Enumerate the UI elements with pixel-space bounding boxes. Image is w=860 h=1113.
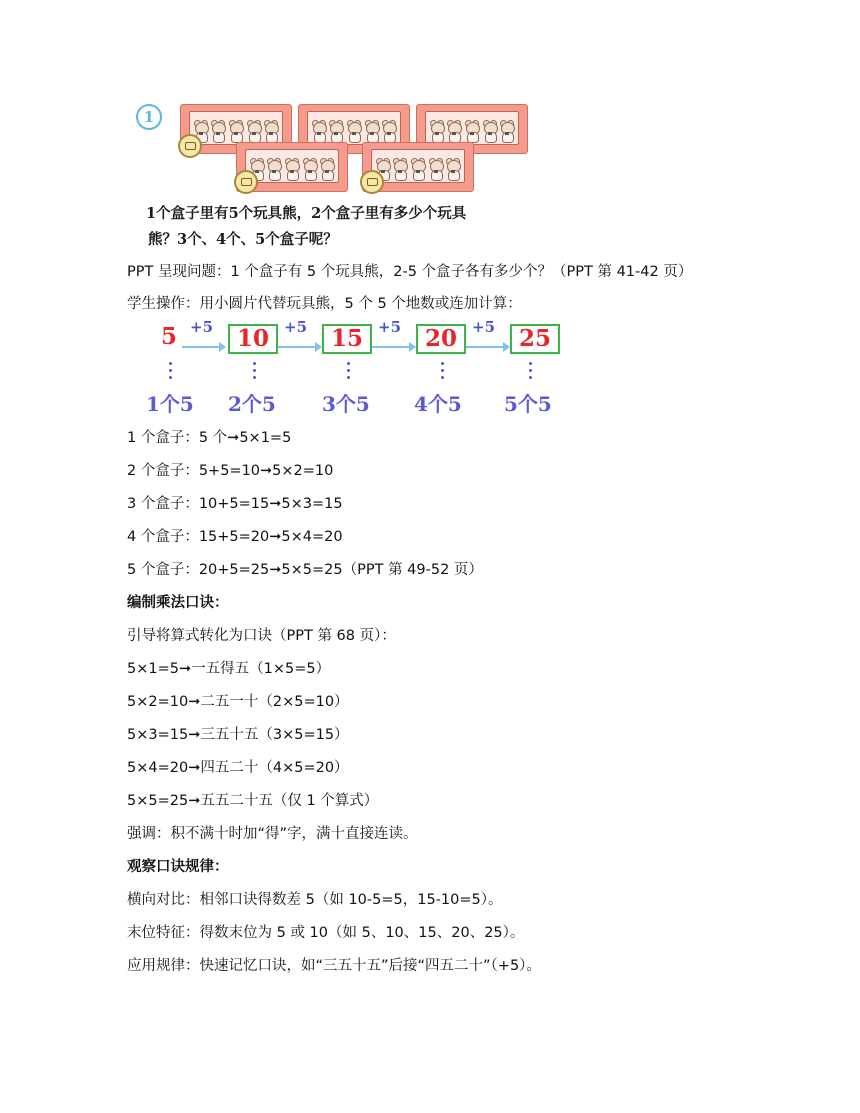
dotted-connector [439, 362, 445, 382]
box-equation-line: 2 个盒子：5+5=10➞5×2=10 [127, 463, 334, 479]
bear-icon [430, 120, 444, 142]
bear-icon [320, 158, 334, 180]
bear-icon [365, 120, 379, 142]
bear-icon [483, 120, 497, 142]
skip-counting-diagram [146, 318, 570, 418]
group-label: 4个5 [414, 392, 462, 416]
bear-icon [312, 120, 326, 142]
dotted-connector [527, 362, 533, 382]
emphasis-line: 强调：积不满十时加“得”字，满十直接连读。 [127, 826, 418, 842]
diagram-node-box: 15 [322, 324, 372, 354]
rhyme-line: 5×2=10➞二五一十（2×5=10） [127, 694, 349, 710]
bear-icon [382, 120, 396, 142]
box-window [371, 149, 465, 183]
coin-icon [360, 170, 384, 194]
diagram-node-box: 10 [228, 324, 278, 354]
bear-icon [211, 120, 225, 142]
problem-number-badge: 1 [136, 104, 162, 130]
bear-icon [347, 120, 361, 142]
pattern-line: 横向对比：相邻口诀得数差 5（如 10-5=5，15-10=5）。 [127, 892, 503, 908]
box-window [245, 149, 339, 183]
box-equation-line: 1 个盒子：5 个➞5×1=5 [127, 430, 292, 446]
diagram-node-box: 25 [510, 324, 560, 354]
rhyme-line: 5×5=25➞五五二十五（仅 1 个算式） [127, 793, 379, 809]
box-window [307, 111, 401, 145]
diagram-step-label: +5 [190, 318, 214, 336]
bear-icon [500, 120, 514, 142]
bear-icon [229, 120, 243, 142]
diagram-node-box: 20 [416, 324, 466, 354]
diagram-step-label: +5 [472, 318, 496, 336]
bear-icon [393, 158, 407, 180]
bear-icon [329, 120, 343, 142]
dotted-connector [167, 362, 173, 382]
dotted-connector [251, 362, 257, 382]
illustration-caption-line2: 熊？3个、4个、5个盒子呢？ [148, 231, 338, 248]
arrow-right-icon [466, 346, 508, 348]
toy-bear-boxes-illustration [130, 98, 540, 250]
bear-icon [247, 120, 261, 142]
bear-icon [465, 120, 479, 142]
diagram-step-label: +5 [284, 318, 308, 336]
dotted-connector [345, 362, 351, 382]
group-label: 1个5 [146, 392, 194, 416]
group-label: 2个5 [228, 392, 276, 416]
pattern-line: 末位特征：得数末位为 5 或 10（如 5、10、15、20、25）。 [127, 925, 525, 941]
ppt-question-line: PPT 呈现问题：1 个盒子有 5 个玩具熊，2-5 个盒子各有多少个？（PPT 第 41-42 页） [127, 264, 693, 280]
group-label: 5个5 [504, 392, 552, 416]
bear-icon [446, 158, 460, 180]
rhyme-line: 5×1=5➞一五得五（1×5=5） [127, 661, 331, 677]
section-heading-observe-patterns: 观察口诀规律： [127, 859, 229, 875]
bear-icon [429, 158, 443, 180]
rhyme-line: 5×3=15➞三五十五（3×5=15） [127, 727, 349, 743]
bear-icon [267, 158, 281, 180]
bear-icon [285, 158, 299, 180]
diagram-node-start: 5 [160, 323, 177, 350]
arrow-right-icon [372, 346, 414, 348]
coin-icon [234, 170, 258, 194]
box-equation-line: 4 个盒子：15+5=20➞5×4=20 [127, 529, 343, 545]
bear-icon [303, 158, 317, 180]
box-equation-line: 5 个盒子：20+5=25➞5×5=25（PPT 第 49-52 页） [127, 562, 483, 578]
pattern-line: 应用规律：快速记忆口诀，如“三五十五”后接“四五二十”（+5）。 [127, 958, 541, 974]
section-heading-compose-rhymes: 编制乘法口诀： [127, 595, 229, 611]
arrow-right-icon [182, 346, 224, 348]
bear-icon [447, 120, 461, 142]
section-intro: 引导将算式转化为口诀（PPT 第 68 页）： [127, 628, 396, 644]
box-equation-line: 3 个盒子：10+5=15➞5×3=15 [127, 496, 343, 512]
bear-icon [411, 158, 425, 180]
illustration-caption-line1: 1个盒子里有5个玩具熊，2个盒子里有多少个玩具 [146, 205, 467, 222]
box-window [425, 111, 519, 145]
diagram-step-label: +5 [378, 318, 402, 336]
arrow-right-icon [278, 346, 320, 348]
rhyme-line: 5×4=20➞四五二十（4×5=20） [127, 760, 349, 776]
group-label: 3个5 [322, 392, 370, 416]
box-window [189, 111, 283, 145]
student-operation-line: 学生操作：用小圆片代替玩具熊，5 个 5 个地数或连加计算： [127, 296, 522, 312]
coin-icon [178, 134, 202, 158]
bear-icon [264, 120, 278, 142]
